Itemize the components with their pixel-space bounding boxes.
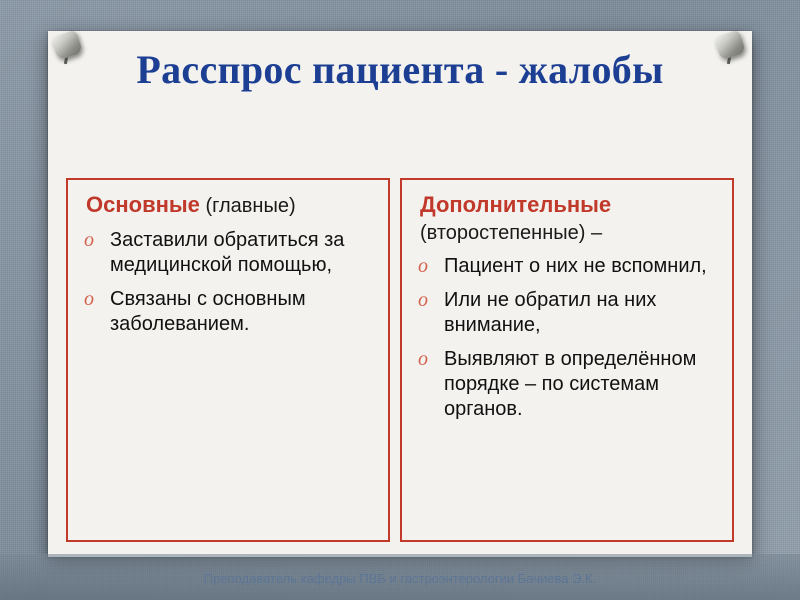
list-item	[78, 228, 376, 278]
column-primary-heading-plain: (главные)	[199, 195, 296, 217]
bullet-marker-icon: o	[84, 287, 94, 310]
primary-complaints-list	[78, 228, 376, 337]
list-item	[412, 347, 720, 422]
secondary-complaints-list	[412, 254, 720, 422]
list-item-label: Выявляют в определённом порядке – по системам органов.	[444, 348, 697, 421]
list-item	[412, 288, 720, 338]
list-item-label: Заставили обратиться за медицинской помощью,	[110, 228, 345, 276]
column-secondary-heading-accent: Дополнительные	[420, 192, 612, 217]
bullet-marker-icon: o	[84, 228, 94, 251]
column-primary-complaints	[66, 178, 390, 542]
column-secondary-heading-plain: (второстепенные) –	[420, 221, 603, 244]
footer-credit: Преподаватель кафедры ПВБ и гастроэнтерологии Бачиева Э.К.	[203, 571, 597, 586]
column-primary-heading-accent: Основные	[86, 192, 200, 217]
slide-title: Расспрос пациента - жалобы	[136, 47, 664, 92]
content-columns	[66, 178, 734, 542]
bullet-marker-icon: o	[418, 289, 428, 312]
list-item-label: Пациент о них не вспомнил,	[444, 255, 707, 278]
pushpin-left-icon	[54, 33, 84, 63]
bullet-marker-icon: o	[418, 255, 428, 278]
pushpin-right-icon	[717, 33, 747, 63]
list-item	[78, 287, 376, 337]
column-secondary-heading	[420, 192, 720, 245]
pushpin-head	[51, 30, 83, 61]
column-secondary-complaints	[400, 178, 734, 542]
column-primary-heading	[86, 192, 376, 219]
list-item	[412, 254, 720, 279]
list-item-label: Связаны с основным заболеванием.	[110, 287, 306, 335]
list-item-label: Или не обратил на них внимание,	[444, 289, 657, 337]
bullet-marker-icon: o	[418, 348, 428, 371]
pushpin-head	[714, 30, 746, 61]
